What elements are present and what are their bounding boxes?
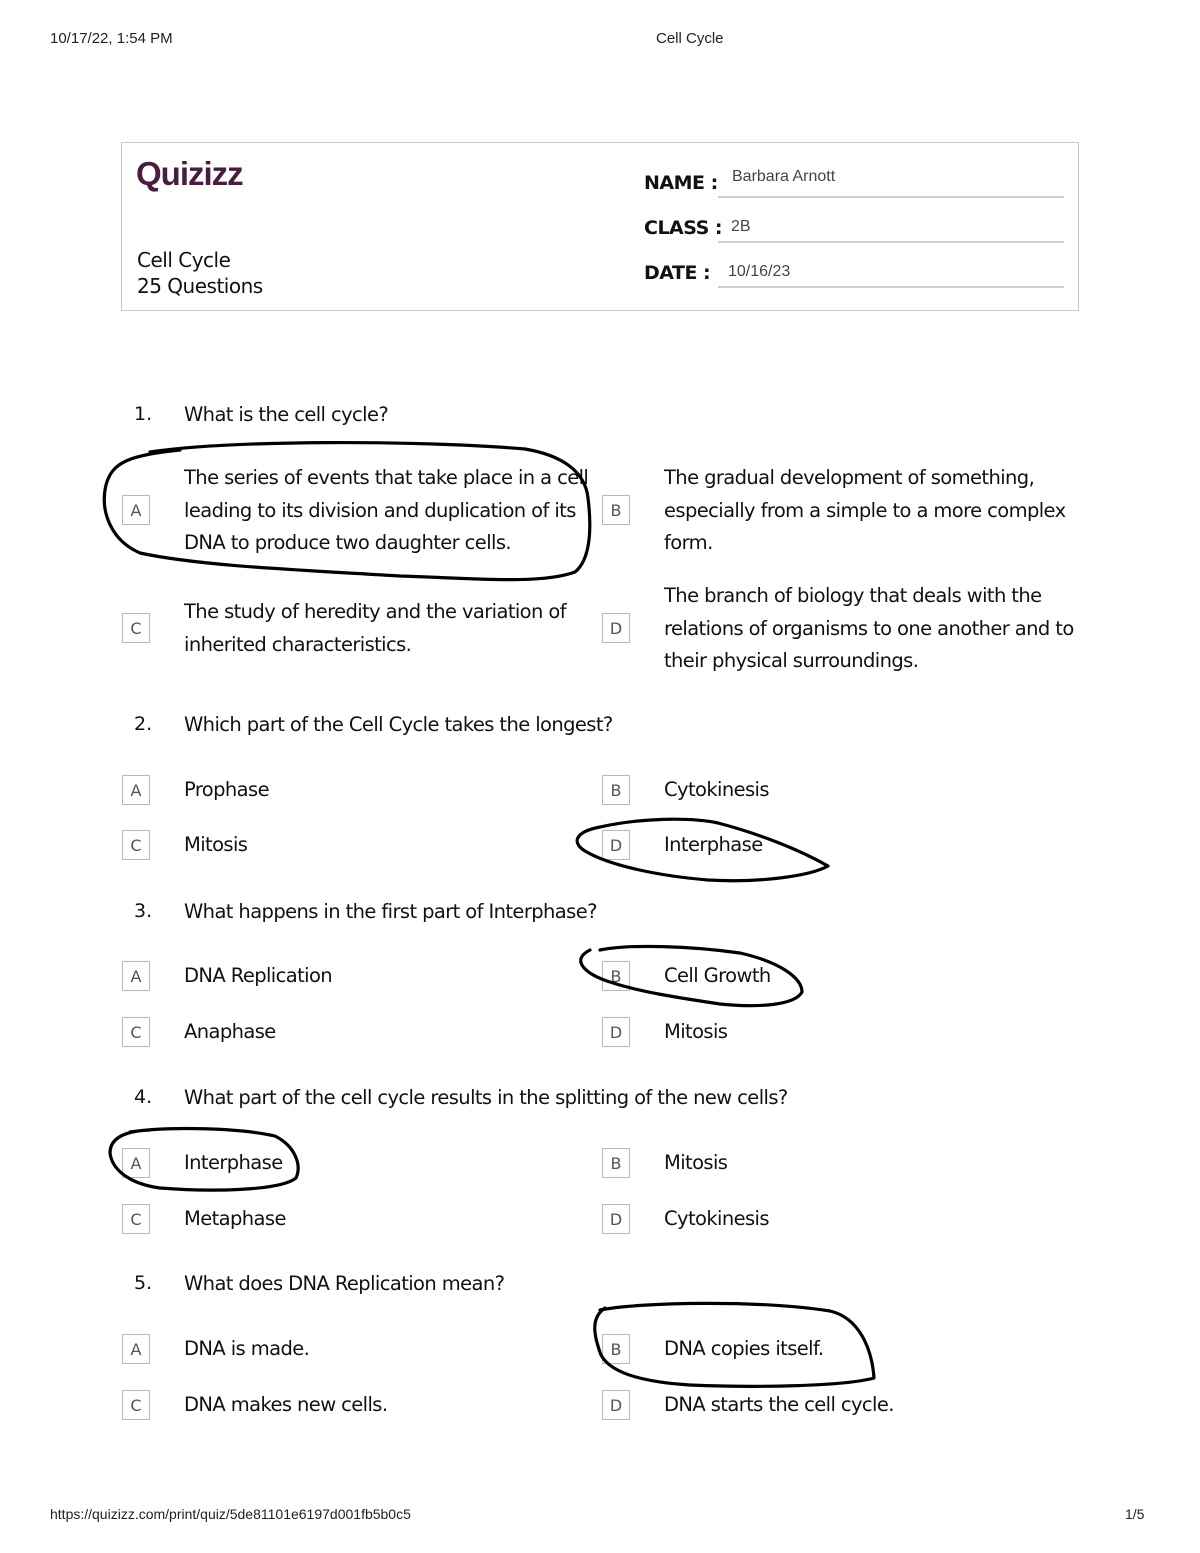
option-a-box[interactable]: A — [122, 1148, 150, 1178]
option-a-box[interactable]: A — [122, 495, 150, 525]
option-a-text: Prophase — [184, 778, 269, 801]
option-c-box[interactable]: C — [122, 1204, 150, 1234]
option-d-box[interactable]: D — [602, 1390, 630, 1420]
option-c-text: DNA makes new cells. — [184, 1393, 388, 1416]
option-b-box[interactable]: B — [602, 775, 630, 805]
question-number: 3. — [134, 900, 153, 922]
name-label: NAME : — [644, 172, 718, 194]
option-d-text: Interphase — [664, 833, 763, 856]
question-text: Which part of the Cell Cycle takes the longest? — [184, 713, 613, 736]
quiz-title-block — [137, 247, 263, 299]
option-a-text: DNA Replication — [184, 964, 333, 987]
class-label: CLASS : — [644, 217, 722, 239]
option-d-text: The branch of biology that deals with the relations of organisms to one another and to their physical surroundings. — [664, 584, 1074, 672]
option-c-box[interactable]: C — [122, 1390, 150, 1420]
option-c-text: Anaphase — [184, 1020, 276, 1043]
class-underline — [718, 241, 1064, 243]
option-b-box[interactable]: B — [602, 495, 630, 525]
option-c-text: The study of heredity and the variation of inherited characteristics. — [184, 600, 566, 656]
class-value: 2B — [731, 218, 751, 235]
question-number: 5. — [134, 1272, 153, 1294]
option-b-text: Cytokinesis — [664, 778, 769, 801]
print-datetime: 10/17/22, 1:54 PM — [50, 30, 173, 47]
print-url: https://quizizz.com/print/quiz/5de81101e6197d001fb5b0c5 — [50, 1506, 411, 1522]
option-b-box[interactable]: B — [602, 961, 630, 991]
option-c-box[interactable]: C — [122, 830, 150, 860]
question-number: 4. — [134, 1086, 153, 1108]
option-b-text: Cell Growth — [664, 964, 771, 987]
question-text: What is the cell cycle? — [184, 403, 389, 426]
question-number: 1. — [134, 403, 153, 425]
quiz-info-card — [121, 142, 1079, 311]
option-a-text: DNA is made. — [184, 1337, 310, 1360]
option-a-text: Interphase — [184, 1151, 283, 1174]
quizizz-logo: Quizizz — [136, 155, 243, 192]
date-value: 10/16/23 — [728, 263, 791, 280]
option-d-box[interactable]: D — [602, 1204, 630, 1234]
option-c-box[interactable]: C — [122, 613, 150, 643]
option-a-text: The series of events that take place in a cell leading to its division and duplication of its DNA to produce two daughter cells. — [184, 466, 589, 554]
option-d-box[interactable]: D — [602, 830, 630, 860]
question-number: 2. — [134, 713, 153, 735]
question-count: 25 Questions — [137, 274, 263, 298]
question-text: What part of the cell cycle results in the splitting of the new cells? — [184, 1086, 788, 1109]
option-a-box[interactable]: A — [122, 775, 150, 805]
print-page-number: 1/5 — [1125, 1506, 1145, 1522]
option-d-text: Cytokinesis — [664, 1207, 769, 1230]
option-b-box[interactable]: B — [602, 1334, 630, 1364]
option-b-box[interactable]: B — [602, 1148, 630, 1178]
option-a-box[interactable]: A — [122, 1334, 150, 1364]
option-d-box[interactable]: D — [602, 613, 630, 643]
option-d-text: Mitosis — [664, 1020, 728, 1043]
name-value: Barbara Arnott — [732, 168, 836, 185]
option-b-text: The gradual development of something, especially from a simple to a more complex form. — [664, 466, 1066, 554]
option-a-box[interactable]: A — [122, 961, 150, 991]
print-title: Cell Cycle — [656, 30, 724, 47]
name-underline — [718, 196, 1064, 198]
question-text: What happens in the first part of Interphase? — [184, 900, 597, 923]
option-c-text: Metaphase — [184, 1207, 286, 1230]
date-label: DATE : — [644, 262, 711, 284]
option-b-text: DNA copies itself. — [664, 1337, 824, 1360]
option-c-box[interactable]: C — [122, 1017, 150, 1047]
quiz-name: Cell Cycle — [137, 248, 231, 272]
option-c-text: Mitosis — [184, 833, 248, 856]
option-d-text: DNA starts the cell cycle. — [664, 1393, 894, 1416]
question-text: What does DNA Replication mean? — [184, 1272, 505, 1295]
option-d-box[interactable]: D — [602, 1017, 630, 1047]
date-underline — [718, 286, 1064, 288]
option-b-text: Mitosis — [664, 1151, 728, 1174]
